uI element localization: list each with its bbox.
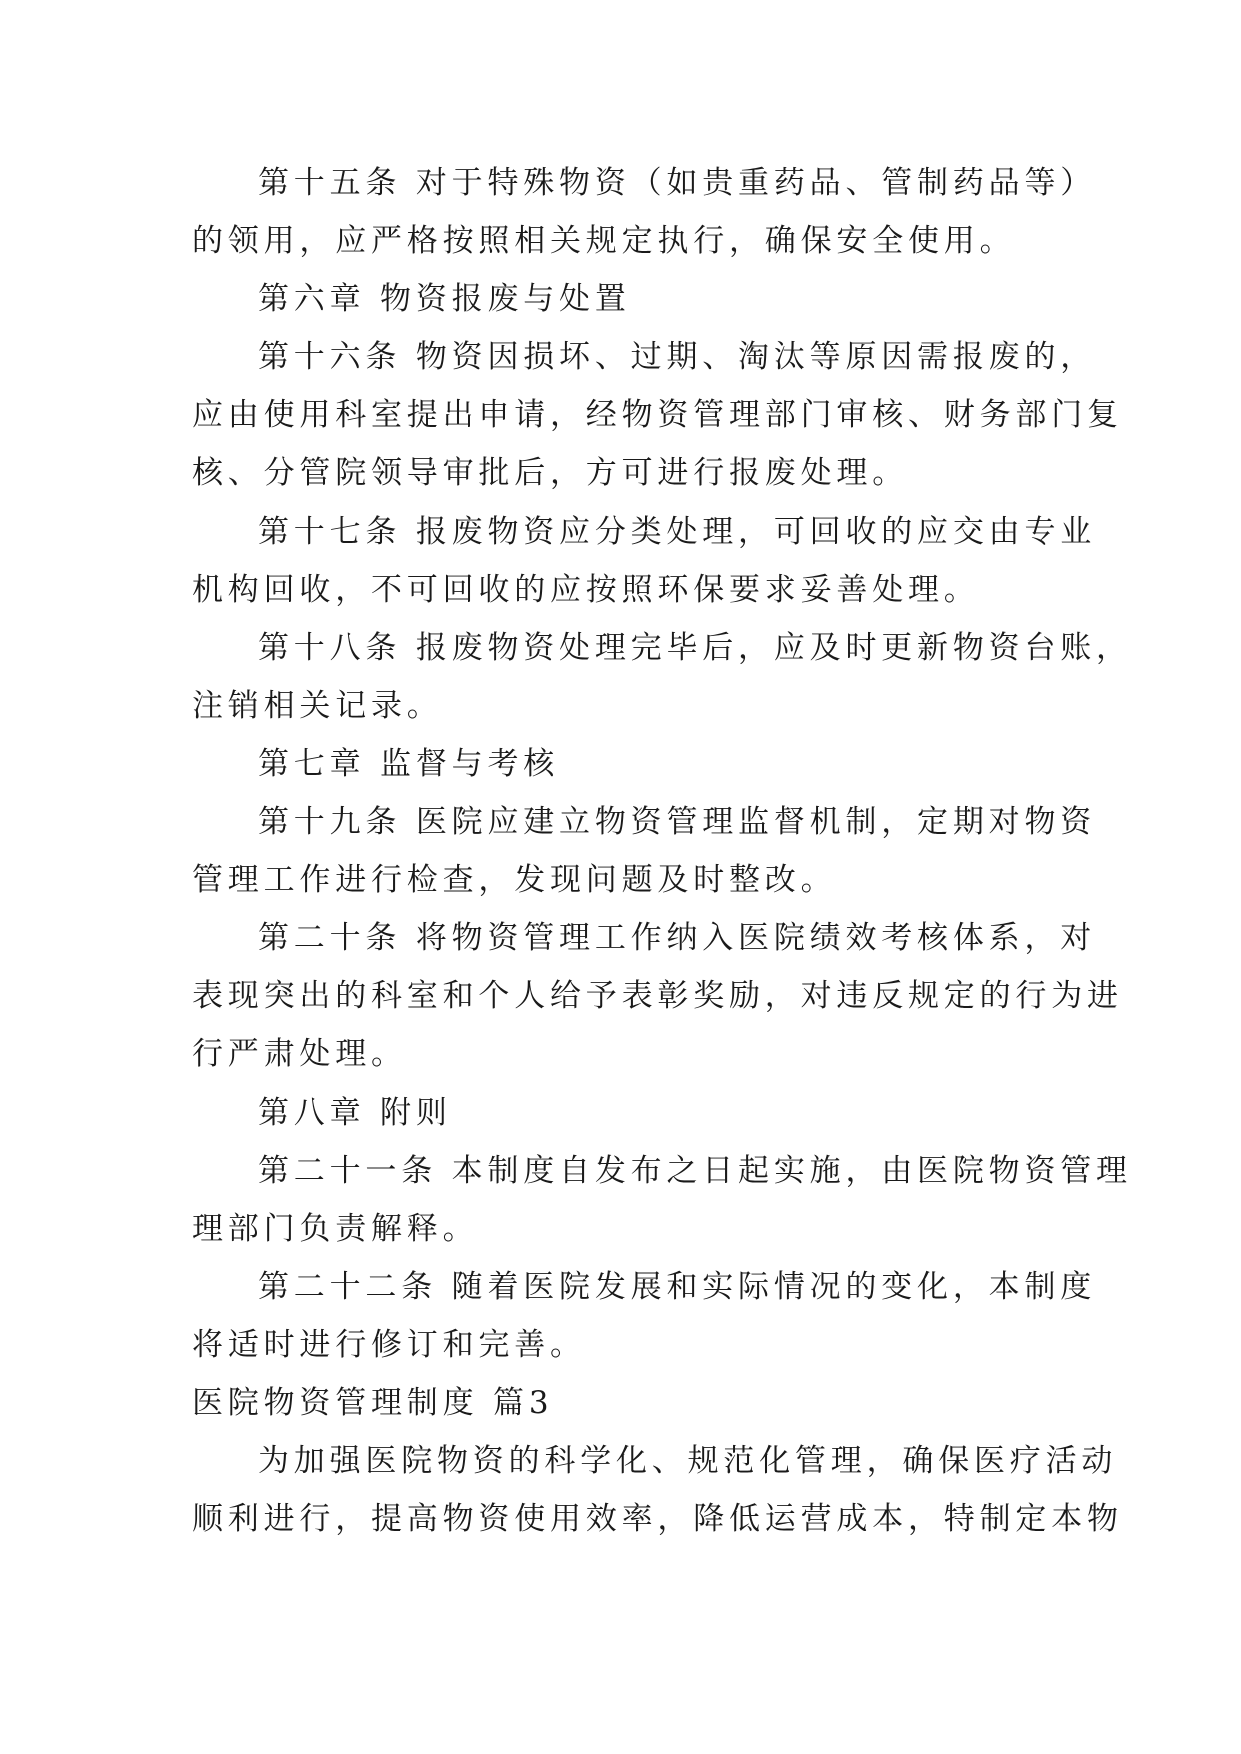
intro-paragraph-line-1: 为加强医院物资的科学化、规范化管理，确保医疗活动 (258, 1443, 1118, 1480)
article-16-line-1: 第十六条 物资因损坏、过期、淘汰等原因需报废的， (258, 339, 1097, 376)
article-21-line-1: 第二十一条 本制度自发布之日起实施，由医院物资管理 (258, 1152, 1132, 1189)
article-22-line-2: 将适时进行修订和完善。 (192, 1326, 586, 1363)
article-20-line-3: 行严肃处理。 (192, 1036, 407, 1073)
chapter-8-heading: 第八章 附则 (258, 1094, 452, 1131)
document-body (192, 154, 1132, 1548)
article-17-line-1: 第十七条 报废物资应分类处理，可回收的应交由专业 (258, 513, 1097, 550)
article-17-line-2: 机构回收，不可回收的应按照环保要求妥善处理。 (192, 571, 980, 608)
chapter-7-heading: 第七章 监督与考核 (258, 745, 560, 782)
section-title: 医院物资管理制度 篇3 (192, 1384, 554, 1421)
article-19-line-2: 管理工作进行检查，发现问题及时整改。 (192, 862, 837, 899)
article-19-line-1: 第十九条 医院应建立物资管理监督机制，定期对物资 (258, 804, 1097, 841)
article-21-line-2: 理部门负责解释。 (192, 1210, 479, 1247)
article-16-line-3: 核、分管院领导审批后，方可进行报废处理。 (192, 455, 908, 492)
article-18-line-1: 第十八条 报废物资处理完毕后，应及时更新物资台账， (258, 629, 1132, 666)
article-22-line-1: 第二十二条 随着医院发展和实际情况的变化，本制度 (258, 1268, 1097, 1305)
article-15-line-1: 第十五条 对于特殊物资（如贵重药品、管制药品等） (258, 165, 1097, 201)
article-16-line-2: 应由使用科室提出申请，经物资管理部门审核、财务部门复 (192, 397, 1123, 434)
intro-paragraph-line-2: 顺利进行，提高物资使用效率，降低运营成本，特制定本物 (192, 1501, 1123, 1538)
article-20-line-2: 表现突出的科室和个人给予表彰奖励，对违反规定的行为进 (192, 978, 1123, 1015)
chapter-6-heading: 第六章 物资报废与处置 (258, 281, 631, 318)
article-20-line-1: 第二十条 将物资管理工作纳入医院绩效考核体系，对 (258, 920, 1097, 957)
article-15-line-2: 的领用，应严格按照相关规定执行，确保安全使用。 (192, 223, 1016, 260)
article-18-line-2: 注销相关记录。 (192, 687, 443, 724)
